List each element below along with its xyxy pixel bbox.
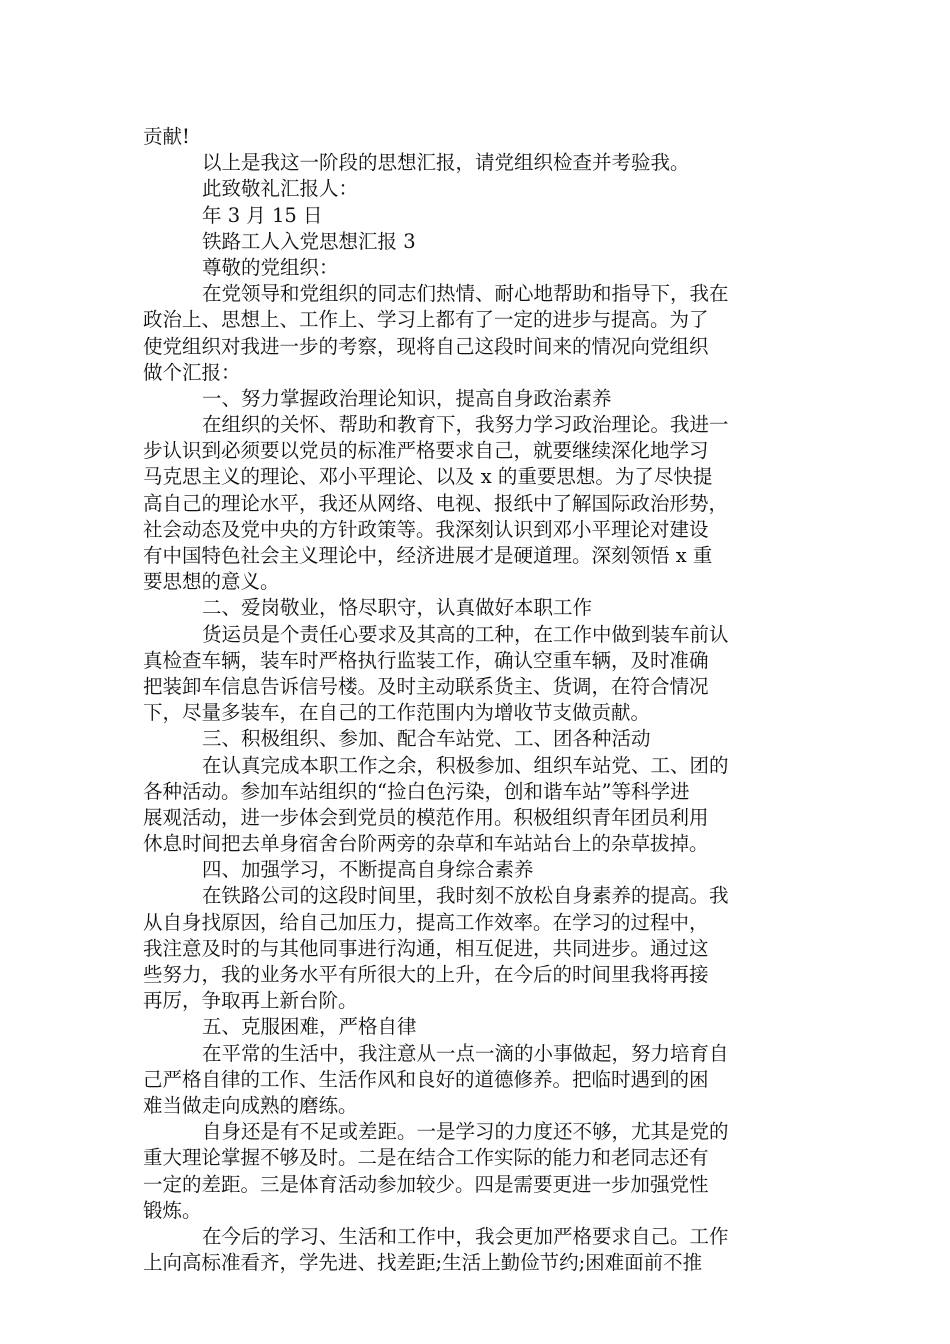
paragraph-line: 上向高标准看齐，学先进、找差距;生活上勤俭节约;困难面前不推 (143, 1251, 703, 1275)
paragraph-line: 马克思主义的理论、邓小平理论、以及 x 的重要思想。为了尽快提 (143, 465, 713, 489)
paragraph-line-indented: 铁路工人入党思想汇报 3 (202, 229, 416, 253)
paragraph-line-indented: 在铁路公司的这段时间里，我时刻不放松自身素养的提高。我 (202, 884, 729, 908)
paragraph-line: 有中国特色社会主义理论中，经济进展才是硬道理。深刻领悟 x 重 (143, 544, 713, 567)
paragraph-line-indented: 在认真完成本职工作之余，积极参加、组织车站党、工、团的 (202, 753, 729, 777)
document-page (143, 124, 813, 1276)
paragraph-line: 各种活动。参加车站组织的“捡白色污染，创和谐车站”等科学进 (143, 779, 690, 803)
paragraph-line: 再厉，争取再上新台阶。 (143, 989, 358, 1013)
paragraph-line: 真检查车辆，装车时严格执行监装工作，确认空重车辆，及时准确 (143, 648, 709, 672)
paragraph-line: 一定的差距。三是体育活动参加较少。四是需要更进一步加强党性 (143, 1172, 709, 1196)
paragraph-line-indented: 二、爱岗敬业，恪尽职守，认真做好本职工作 (202, 596, 593, 620)
paragraph-line: 使党组织对我进一步的考察，现将自己这段时间来的情况向党组织 (143, 334, 709, 358)
paragraph-line-indented: 三、积极组织、参加、配合车站党、工、团各种活动 (202, 727, 651, 751)
paragraph-line: 从自身找原因，给自己加压力，提高工作效率。在学习的过程中， (143, 910, 709, 934)
paragraph-line: 展观活动，进一步体会到党员的模范作用。积极组织青年团员利用 (143, 805, 709, 829)
paragraph-line-indented: 货运员是个责任心要求及其高的工种，在工作中做到装车前认 (202, 622, 729, 646)
paragraph-line: 做个汇报： (143, 360, 241, 384)
paragraph-line: 步认识到必须要以党员的标准严格要求自己，就要继续深化地学习 (143, 439, 709, 463)
paragraph-line: 把装卸车信息告诉信号楼。及时主动联系货主、货调，在符合情况 (143, 674, 709, 698)
paragraph-line: 己严格自律的工作、生活作风和良好的道德修养。把临时遇到的困 (143, 1067, 709, 1091)
paragraph-line-indented: 在平常的生活中，我注意从一点一滴的小事做起，努力培育自 (202, 1041, 729, 1065)
paragraph-line: 要思想的意义。 (143, 570, 280, 594)
paragraph-line: 我注意及时的与其他同事进行沟通，相互促进，共同进步。通过这 (143, 936, 709, 960)
paragraph-line-indented: 在今后的学习、生活和工作中，我会更加严格要求自己。工作 (202, 1224, 729, 1248)
paragraph-line: 下，尽量多装车，在自己的工作范围内为增收节支做贡献。 (143, 701, 651, 725)
paragraph-line-indented: 在组织的关怀、帮助和教育下，我努力学习政治理论。我进一 (202, 413, 729, 437)
paragraph-line-indented: 五、克服困难，严格自律 (202, 1015, 417, 1039)
paragraph-line: 重大理论掌握不够及时。二是在结合工作实际的能力和老同志还有 (143, 1146, 709, 1170)
paragraph-line-indented: 四、加强学习，不断提高自身综合素养 (202, 858, 534, 882)
paragraph-line: 些努力，我的业务水平有所很大的上升，在今后的时间里我将再接 (143, 963, 709, 986)
paragraph-line: 休息时间把去单身宿舍台阶两旁的杂草和车站站台上的杂草拔掉。 (143, 832, 709, 856)
paragraph-line-indented: 自身还是有不足或差距。一是学习的力度还不够，尤其是党的 (202, 1120, 729, 1144)
paragraph-line-indented: 一、努力掌握政治理论知识，提高自身政治素养 (202, 386, 612, 410)
paragraph-line-indented: 尊敬的党组织： (202, 255, 339, 279)
paragraph-line-indented: 年 3 月 15 日 (202, 203, 323, 227)
paragraph-line: 社会动态及党中央的方针政策等。我深刻认识到邓小平理论对建设 (143, 517, 709, 541)
paragraph-line: 政治上、思想上、工作上、学习上都有了一定的进步与提高。为了 (143, 308, 709, 332)
paragraph-line: 难当做走向成熟的磨练。 (143, 1093, 358, 1117)
paragraph-line: 高自己的理论水平，我还从网络、电视、报纸中了解国际政治形势， (143, 491, 729, 515)
paragraph-line-indented: 以上是我这一阶段的思想汇报，请党组织检查并考验我。 (202, 151, 690, 175)
paragraph-line: 锻炼。 (143, 1198, 202, 1222)
paragraph-line: 贡献! (143, 125, 190, 148)
paragraph-line-indented: 此致敬礼汇报人： (202, 177, 359, 201)
paragraph-line-indented: 在党领导和党组织的同志们热情、耐心地帮助和指导下，我在 (202, 282, 729, 306)
